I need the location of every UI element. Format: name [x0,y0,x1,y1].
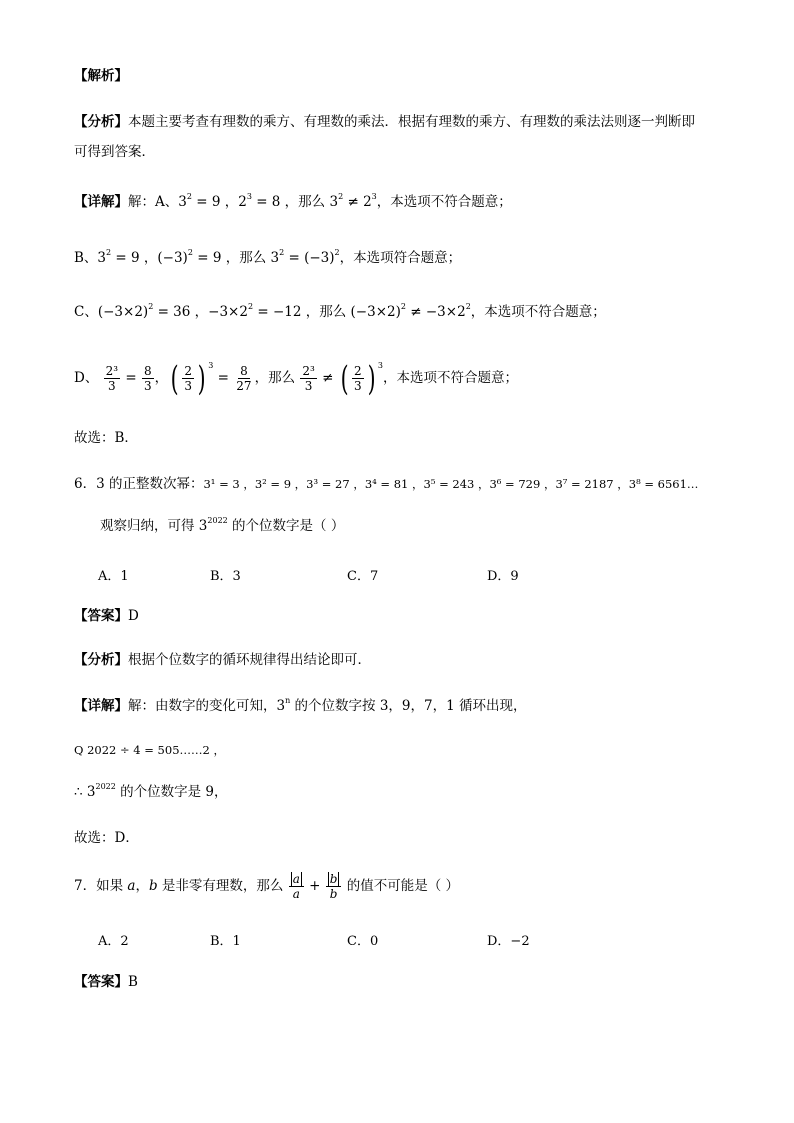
option-lead: D、 [74,370,99,386]
answer-value: B [128,974,138,990]
answer-value: D [128,608,139,624]
exponent: 2 [187,248,193,257]
exponent: 2 [148,302,154,311]
paren-group [168,358,208,399]
denominator: 3 [304,379,313,393]
conclusion-text: ，本选项不符合题意； [470,304,606,320]
math-term: 3 [97,250,107,266]
powers-sequence: 3¹ = 3 ，3² = 9 ，3³ = 27 ，3⁴ = 81 ，3⁵ = 243 ，3⁶ = 729 ，3⁷ = 2187 ，3⁸ = 6561… [203,477,699,491]
question-stem: 7．如果 [74,878,128,894]
exponent: 3 [371,192,377,201]
q6-option-c: C．7 [347,569,379,584]
math-operator: = [213,370,234,386]
exponent: 2 [334,248,340,257]
q6-stem-line-2 [100,516,344,536]
conclusion-text: ，本选项符合题意； [339,250,462,266]
exponent: 2 [186,192,192,201]
numerator [289,872,304,887]
denominator: 27 [236,379,252,393]
numerator: 2 [354,364,362,378]
math-term: = 36 ， [153,304,209,320]
q6-option-d: D．9 [487,569,519,584]
exponent: n [285,696,291,705]
math-operator: ≠ [343,194,364,210]
q7-option-d: D．−2 [487,934,530,949]
q6-step-2 [74,782,228,802]
separator: ， [154,370,169,386]
fraction [182,364,194,393]
fraction [326,872,342,901]
question-stem: 的值不可能是（ ） [342,878,460,894]
detail-tag: 【详解】 [74,194,128,210]
q6-analysis [74,650,371,670]
numerator [326,872,342,887]
denominator: 3 [184,379,193,393]
option-lead: B、 [74,250,98,266]
paren-group [338,358,378,399]
detail-lead: 解：A、 [128,194,179,210]
conclusion-text: ，本选项不符合题意； [383,370,518,386]
q6-step-1: Q 2022 ÷ 4 = 505……2 ， [74,743,225,757]
analysis-tag: 【分析】 [74,114,128,130]
absolute-value: b [329,872,338,886]
numerator: 2³ [105,364,119,378]
q6-answer [74,606,139,626]
q6-option-a: A．1 [98,569,129,584]
math-term: = 9 ，那么 [192,250,271,266]
absolute-value: a [292,872,300,886]
exponent: 3 [208,361,214,370]
denominator: 3 [108,379,116,393]
q6-choice: 故选：D． [74,830,139,846]
q6-detail [74,696,526,716]
numerator: 2³ [302,364,315,378]
math-term: = −12 ，那么 [253,304,351,320]
section-heading-jiexi: 【解析】 [74,68,128,84]
separator: ， [135,878,149,894]
question-stem: 是非零有理数，那么 [157,878,288,894]
math-operator: ≠ [405,304,426,320]
math-operator: + [304,878,325,894]
exponent: 3 [377,361,383,370]
math-operator: = [284,250,305,266]
exponent: 3 [246,192,252,201]
q5-choice: 故选：B． [74,430,138,446]
math-term: 3 [270,250,280,266]
detail-text: 的个位数字是 9， [115,784,228,800]
exponent: 2 [400,302,406,311]
q5-detail-d [74,358,518,398]
math-operator: = [121,370,141,386]
answer-tag: 【答案】 [74,974,128,990]
math-term: −3×2 [208,304,248,320]
fraction [352,364,364,393]
q5-analysis-line-1 [74,112,695,132]
exponent: 2 [106,248,112,257]
numerator: 8 [143,364,152,378]
math-term: = 9 ， [191,194,239,210]
conclusion-text: ，本选项不符合题意； [376,194,512,210]
denominator: 3 [354,379,362,393]
detail-text: ∴ 3 [74,784,96,800]
right-paren: ) [367,358,376,399]
denominator: a [292,887,300,901]
math-term: (−3) [157,250,188,266]
q7-option-a: A．2 [98,934,129,949]
math-operator: ≠ [317,370,338,386]
fraction [142,364,154,393]
math-term: (−3×2) [350,304,401,320]
option-lead: C、 [74,304,98,320]
analysis-text: 本题主要考查有理数的乘方、有理数的乘法．根据有理数的乘方、有理数的乘法法则逐一判断即 [128,114,695,130]
detail-tag: 【详解】 [74,698,128,714]
q7-stem [74,866,459,906]
right-paren: ) [197,358,206,399]
analysis-tag: 【分析】 [74,652,128,668]
numerator: 2 [184,364,193,378]
fraction [104,364,120,393]
math-term: ，那么 [254,370,300,386]
fraction [300,364,316,393]
numerator: 8 [240,364,248,378]
math-term: (−3×2) [97,304,149,320]
math-term: = 9 ， [111,250,158,266]
math-term: −3×2 [425,304,466,320]
q5-detail-c [74,302,606,322]
exponent: 2022 [95,782,116,791]
math-term: 2 [363,194,372,210]
q7-answer [74,972,138,992]
detail-text: 解：由数字的变化可知，3 [128,698,286,714]
detail-text: 的个位数字按 3，9，7，1 循环出现， [290,698,527,714]
math-term: 2 [238,194,247,210]
left-paren: ( [170,358,179,399]
exponent: 2 [465,302,471,311]
q5-analysis-line-2: 可得到答案． [74,144,155,160]
answer-tag: 【答案】 [74,608,128,624]
fraction [234,364,253,393]
question-stem: 观察归纳，可得 3 [100,518,208,534]
denominator: 3 [143,379,152,393]
variable: b [148,878,158,894]
q7-option-c: C．0 [347,934,379,949]
exponent: 2 [338,192,344,201]
fraction [289,872,304,901]
math-term: (−3) [304,250,335,266]
q5-detail-b [74,248,461,268]
question-stem: 6．3 的正整数次幂： [74,476,204,492]
question-stem: 的个位数字是（ ） [227,518,345,534]
math-term: 3 [329,194,339,210]
q6-stem-line-1 [74,474,698,494]
variable: a [127,878,136,894]
exponent: 2 [247,302,254,311]
left-paren: ( [340,358,349,399]
denominator: b [329,887,338,901]
exponent: 2 [279,248,285,257]
math-term: 3 [178,194,187,210]
exponent: 2022 [207,516,228,525]
math-term: = 8 ，那么 [251,194,330,210]
q7-option-b: B．1 [210,934,241,949]
q5-detail-a [74,192,512,212]
analysis-text: 根据个位数字的循环规律得出结论即可． [128,652,371,668]
q6-option-b: B．3 [210,569,241,584]
